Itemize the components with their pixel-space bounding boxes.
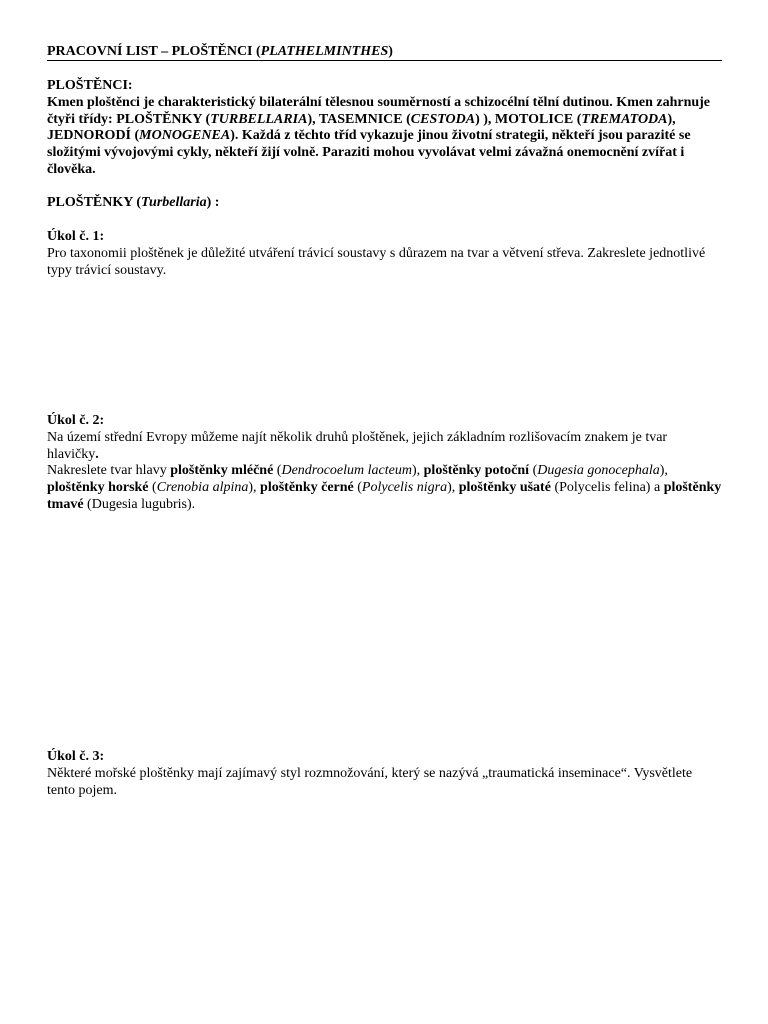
task-1-heading: Úkol č. 1: — [47, 229, 105, 244]
intro-heading: PLOŠTĚNCI: — [47, 78, 133, 93]
task-2-text-2: Nakreslete tvar hlavy ploštěnky mléčné (Dendrocoelum lacteum), ploštěnky potoční (Dugesia gonocephala), ploštěnky horské (Crenobia alpina), ploštěnky černé (Polycelis nigra), ploštěnky ušaté (Polycelis felina) a ploštěnky tmavé (Dugesia lugubris). — [47, 463, 722, 512]
task-3-text: Některé mořské ploštěnky mají zajímavý styl rozmnožování, který se nazývá „traumatická inseminace“. Vysvětlete tento pojem. — [47, 765, 693, 798]
title-italic-text: PLATHELMINTHES — [260, 44, 389, 59]
intro-section — [47, 78, 722, 179]
section-heading: PLOŠTĚNKY (Turbellaria) : — [47, 195, 220, 210]
task-2 — [47, 413, 722, 514]
title-suffix-text: ) — [388, 44, 393, 59]
title-text: PRACOVNÍ LIST – PLOŠTĚNCI ( — [47, 44, 261, 59]
task-1 — [47, 229, 722, 279]
task-2-heading: Úkol č. 2: — [47, 413, 105, 428]
worksheet-title — [47, 44, 722, 61]
task-3 — [47, 749, 722, 799]
intro-paragraph: Kmen ploštěnci je charakteristický bilaterální tělesnou souměrností a schizocélní tělní dutinou. Kmen zahrnuje čtyři třídy: PLOŠTĚNKY (TURBELLARIA), TASEMNICE (CESTODA) ), MOTOLICE (TREMATODA), JEDNORODÍ (MONOGENEA). Každá z těchto tříd vykazuje jinou životní strategii, někteří jsou parazité se složitými vývojovými cykly, někteří žijí volně. Paraziti mohou vyvolávat velmi závažná onemocnění zvířat i člověka. — [47, 94, 711, 177]
task-2-text-1: Na území střední Evropy můžeme najít několik druhů ploštěnek, jejich základním rozlišovacím znakem je tvar hlavičky. — [47, 429, 668, 462]
task-3-heading: Úkol č. 3: — [47, 749, 105, 764]
task-1-text: Pro taxonomii ploštěnek je důležité utváření trávicí soustavy s důrazem na tvar a větvení střeva. Zakreslete jednotlivé typy trávicí soustavy. — [47, 245, 706, 278]
